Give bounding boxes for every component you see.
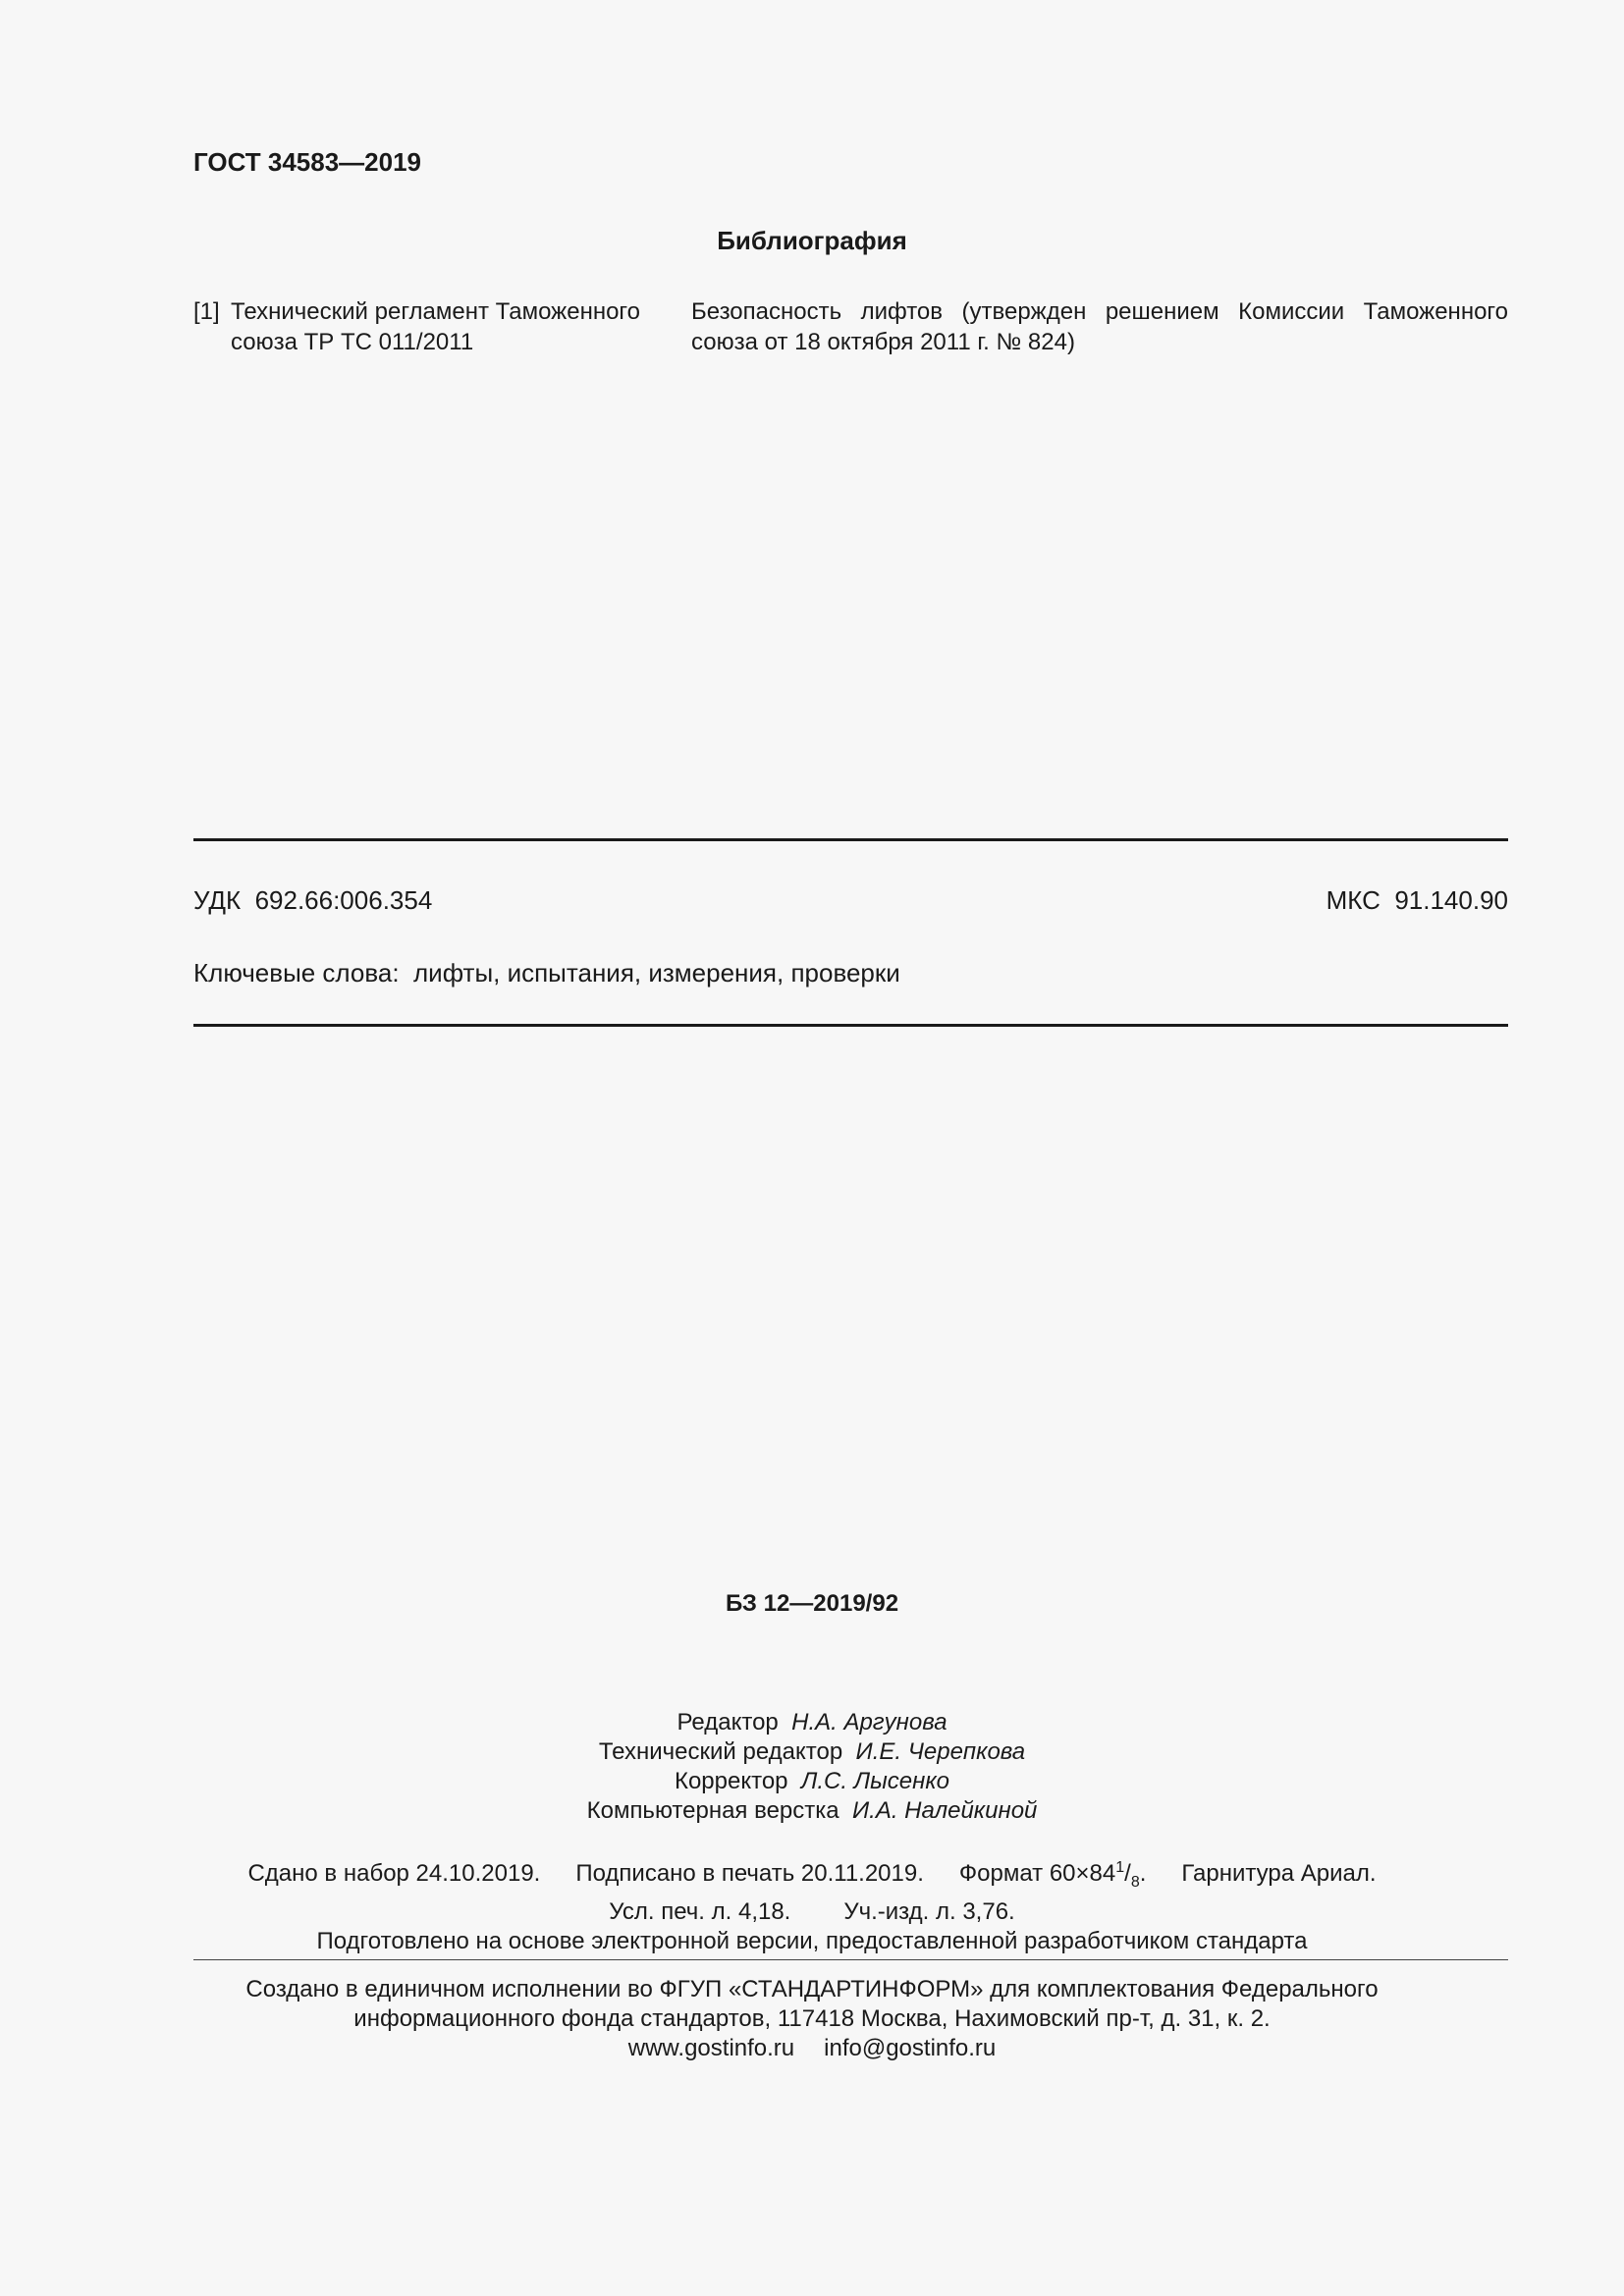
format-suffix: . — [1139, 1860, 1147, 1887]
publisher-email-link[interactable]: info@gostinfo.ru — [824, 2035, 997, 2061]
format-slash: / — [1124, 1860, 1131, 1887]
imprint-format — [958, 1859, 1147, 1891]
credit-proofreader — [0, 1767, 1624, 1796]
imprint-signed: Подписано в печать 20.11.2019. — [575, 1860, 924, 1887]
document-code: ГОСТ 34583—2019 — [193, 147, 421, 177]
bibliography-heading: Библиография — [717, 226, 907, 255]
publisher-line1: Создано в единичном исполнении во ФГУП «СТАНДАРТИНФОРМ» для комплектования Федерального — [245, 1976, 1379, 2002]
credit-name: И.А. Налейкиной — [851, 1797, 1038, 1824]
credit-role: Технический редактор — [598, 1738, 843, 1765]
imprint — [0, 1853, 1624, 1956]
format-sup: 1 — [1115, 1859, 1125, 1876]
bibliography-entry-title-text1: Технический регламент Таможенного — [231, 298, 640, 325]
bibliography-entry-title-line2: союза ТР ТС 011/2011 — [231, 329, 474, 355]
imprint-typeface: Гарнитура Ариал. — [1181, 1860, 1377, 1887]
credit-name: Л.С. Лысенко — [800, 1768, 950, 1794]
udc-code — [193, 885, 432, 916]
publisher-contacts — [0, 2034, 1624, 2063]
format-prefix: Формат 60×84 — [958, 1860, 1116, 1887]
keywords-label: Ключевые слова: — [193, 958, 400, 988]
credit-editor — [0, 1708, 1624, 1737]
divider-publisher — [193, 1959, 1508, 1960]
mks-value: 91.140.90 — [1394, 885, 1508, 915]
udc-value: 692.66:006.354 — [254, 885, 433, 915]
format-sub: 8 — [1130, 1873, 1140, 1891]
imprint-line1 — [0, 1853, 1624, 1897]
bibliography-entry-title — [193, 296, 675, 357]
divider-bottom — [193, 1024, 1508, 1027]
imprint-line2 — [0, 1897, 1624, 1927]
bz-number: БЗ 12—2019/92 — [725, 1590, 899, 1617]
bibliography-entry-description: Безопасность лифтов (утвержден решением Комиссии Таможенного союза от 18 октября 2011 г. № 824) — [691, 298, 1508, 355]
mks-code — [1326, 885, 1508, 916]
imprint-prepared: Подготовлено на основе электронной версии, предоставленной разработчиком стандарта — [316, 1927, 1308, 1954]
credit-name: И.Е. Черепкова — [855, 1738, 1026, 1765]
keywords-value: лифты, испытания, измерения, проверки — [413, 958, 900, 988]
credit-tech-editor — [0, 1737, 1624, 1767]
publisher-website-link[interactable]: www.gostinfo.ru — [627, 2035, 795, 2061]
bibliography-entry-title-line1 — [193, 296, 675, 327]
credit-layout — [0, 1796, 1624, 1826]
bibliography-entry-number: [1] — [193, 298, 220, 325]
imprint-submitted: Сдано в набор 24.10.2019. — [247, 1860, 541, 1887]
publisher-info — [0, 1975, 1624, 2063]
imprint-print-sheets: Усл. печ. л. 4,18. — [609, 1897, 791, 1925]
imprint-pub-sheets: Уч.-изд. л. 3,76. — [843, 1897, 1015, 1925]
keywords — [193, 958, 900, 988]
credit-role: Редактор — [677, 1709, 779, 1735]
credits — [0, 1708, 1624, 1826]
udc-label: УДК — [193, 885, 242, 915]
credit-role: Корректор — [674, 1768, 788, 1794]
divider-top — [193, 838, 1508, 841]
credit-name: Н.А. Аргунова — [791, 1709, 947, 1735]
credit-role: Компьютерная верстка — [586, 1797, 839, 1824]
mks-label: МКС — [1326, 885, 1380, 915]
publisher-line2: информационного фонда стандартов, 117418 Москва, Нахимовский пр-т, д. 31, к. 2. — [353, 2005, 1271, 2032]
